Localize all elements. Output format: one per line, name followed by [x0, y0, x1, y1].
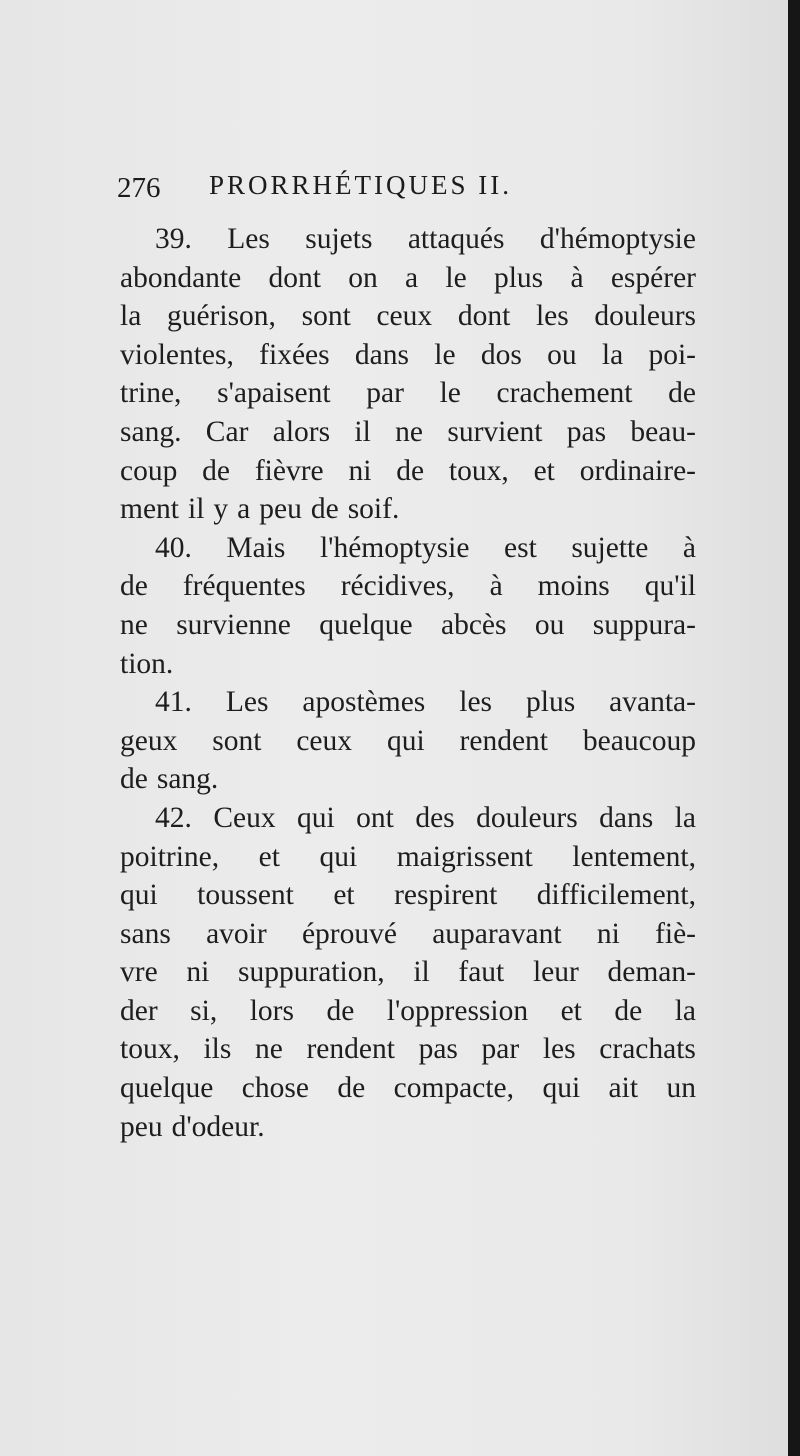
text-line: ment il y a peu de soif. [120, 493, 400, 526]
body-text [120, 220, 696, 1146]
page-edge-shadow [788, 0, 800, 1456]
page-number: 276 [117, 172, 161, 204]
page-header [117, 168, 717, 208]
text-line: sans avoir éprouvé auparavant ni fiè- [120, 917, 696, 950]
text-line: ne survienne quelque abcès ou suppura- [120, 608, 696, 641]
text-line: la guérison, sont ceux dont les douleurs [120, 300, 696, 333]
text-line: qui toussent et respirent difficilement, [120, 879, 696, 912]
text-line: abondante dont on a le plus à espérer [120, 261, 696, 294]
text-line: 41. Les apostèmes les plus avanta- [155, 686, 696, 719]
text-line: violentes, fixées dans le dos ou la poi- [120, 338, 696, 371]
text-line: der si, lors de l'oppression et de la [120, 994, 696, 1027]
running-title: PRORRHÉTIQUES II. [209, 170, 513, 200]
text-line: geux sont ceux qui rendent beaucoup [120, 724, 696, 757]
text-line: sang. Car alors il ne survient pas beau- [120, 415, 696, 448]
text-line: 42. Ceux qui ont des douleurs dans la [155, 801, 696, 834]
text-line: toux, ils ne rendent pas par les crachats [120, 1033, 696, 1066]
text-line: peu d'odeur. [120, 1110, 265, 1143]
text-line: de sang. [120, 763, 219, 796]
text-line: quelque chose de compacte, qui ait un [120, 1072, 696, 1105]
text-line: trine, s'apaisent par le crachement de [120, 377, 696, 410]
text-line: tion. [120, 647, 174, 680]
text-line: 40. Mais l'hémoptysie est sujette à [155, 531, 696, 564]
text-line: 39. Les sujets attaqués d'hémoptysie [155, 223, 696, 255]
text-line: poitrine, et qui maigrissent lentement, [120, 840, 696, 873]
text-line: vre ni suppuration, il faut leur deman- [120, 956, 696, 989]
text-line: de fréquentes récidives, à moins qu'il [120, 570, 696, 603]
text-line: coup de fièvre ni de toux, et ordinaire- [120, 454, 696, 487]
